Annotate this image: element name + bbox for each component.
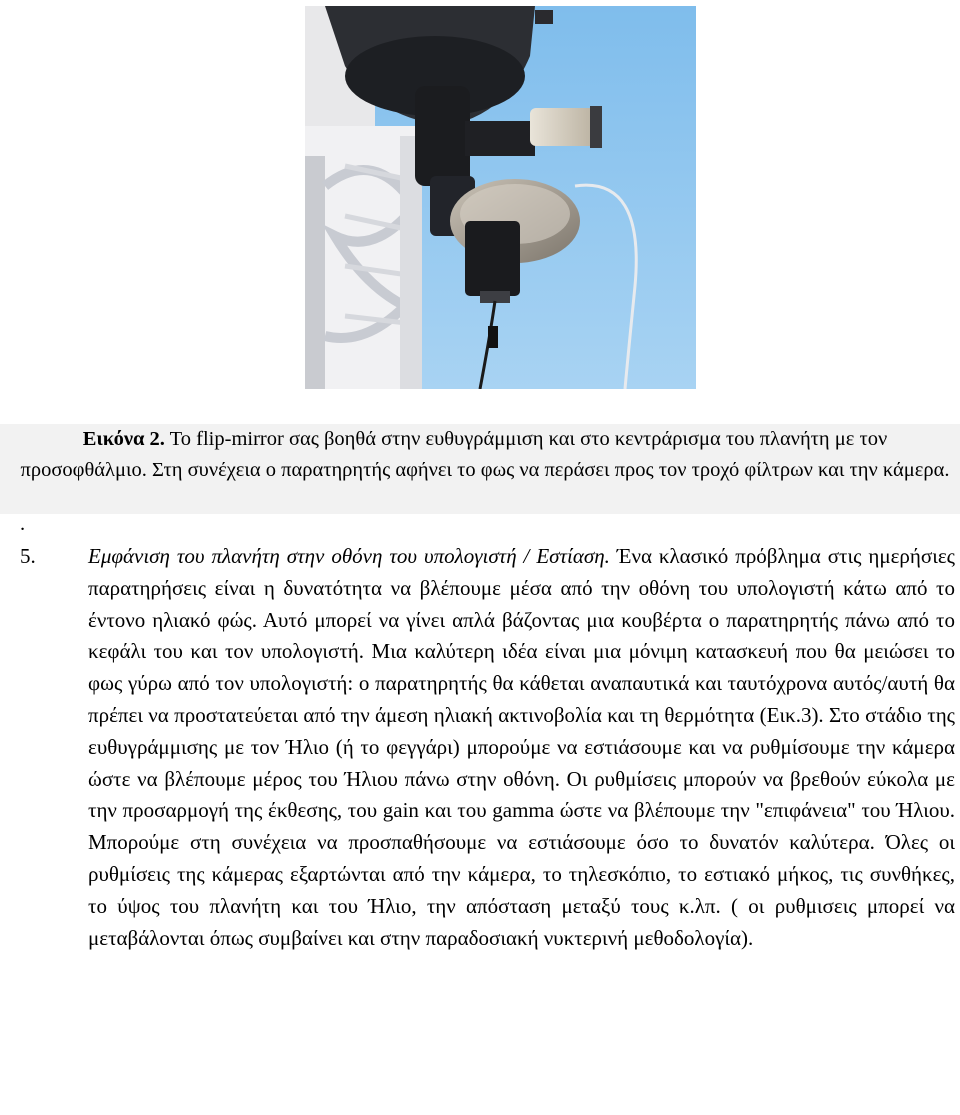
figure-caption	[20, 424, 950, 486]
figure-caption-text: Το flip-mirror σας βοηθά στην ευθυγράμμιση και στο κεντράρισμα του πλανήτη με τον προσοφθάλμιο. Στη συνέχεια ο παρατηρητής αφήνει το φως να περάσει προς τον τροχό φίλτρων και την κάμερα.	[20, 428, 950, 481]
separator-dot: .	[20, 513, 26, 535]
section-body: Ένα κλασικό πρόβλημα στις ημερήσιες παρατηρήσεις είναι η δυνατότητα να βλέπουμε μέσα από την οθόνη του υπολογιστή κάτω από το έντονο ηλιακό φώς. Αυτό μπορεί να γίνει απλά βάζοντας μια κουβέρτα ο παρατηρητής πάνω από το κεφάλι του και τον υπολογιστή. Μια καλύτερη ιδέα είναι μια μόνιμη κατασκευή που θα μειώσει το φως γύρω από τον υπολογιστή: ο παρατηρητής θα κάθεται αναπαυτικά και ταυτόχρονα αυτός/αυτή θα πρέπει να προστατεύεται από την άμεση ηλιακή ακτινοβολία και τη θερμότητα (Εικ.3). Στο στάδιο της ευθυγράμμισης με τον Ήλιο (ή το φεγγάρι) μπορούμε να εστιάσουμε και να ρυθμίσουμε την κάμερα ώστε να βλέπουμε μέρος του Ήλιου πάνω στην οθόνη. Οι ρυθμίσεις μπορούν να βρεθούν εύκολα με την προσαρμογή της έκθεσης, του gain και του gamma ώστε να βλέπουμε την "επιφάνεια" του Ήλιου. Μπορούμε στη συνέχεια να προσπαθήσουμε να εστιάσουμε όσο το δυνατόν καλύτερα. Όλες οι ρυθμίσεις της κάμερας εξαρτώνται από την κάμερα, το τηλεσκόπιο, το εστιακό μήκος, τις συνθήκες, το ύψος του πλανήτη και του Ήλιο, την απόσταση μεταξύ τους κ.λπ. ( οι ρυθμισεις μπορεί να μεταβάλονται όπως συμβαίνει και στην παραδοσιακή νυκτερινή μεθοδολογία).	[88, 544, 955, 950]
flip-mirror-camera-photo	[305, 6, 696, 389]
section-number: 5.	[20, 544, 36, 568]
section-title: Εμφάνιση του πλανήτη στην οθόνη του υπολογιστή / Εστίαση.	[88, 544, 610, 568]
section-paragraph	[88, 541, 955, 954]
figure-caption-label: Εικόνα 2.	[82, 428, 165, 450]
